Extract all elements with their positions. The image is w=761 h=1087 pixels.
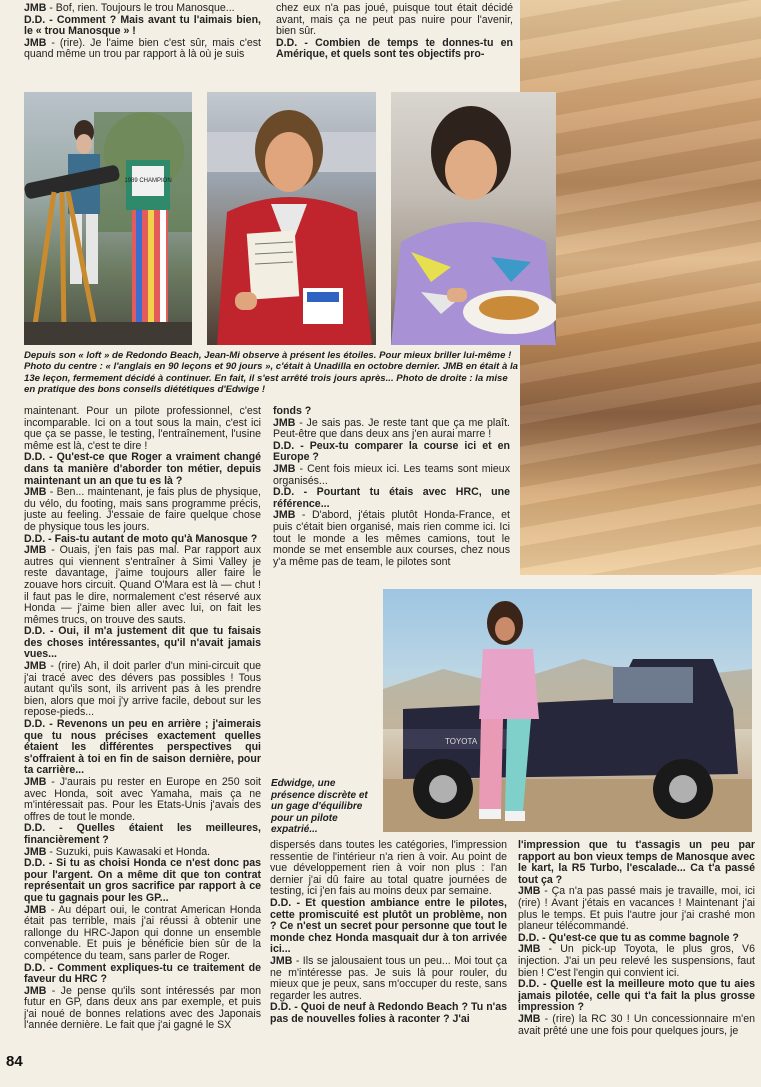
photo-caption: Depuis son « loft » de Redondo Beach, Jean-Mi observe à présent les étoiles. Pour mieux briller lui-même ! Photo du centre : « l'anglais en 90 leçons et 90 jours », c'était à Unadilla en octobre dernier. JMB en était à la 13e leçon, fermement décidé à continuer. En fait, il s'est arrêté trois jours après... Photo de droite : la mise en pratique des bons conseils diététiques d'Edwige ! — [24, 350, 518, 395]
paragraph — [273, 441, 510, 464]
speaker-label: JMB — [518, 1012, 541, 1025]
speaker-label: JMB — [518, 885, 541, 898]
speaker-label: JMB — [273, 509, 296, 522]
answer-text: dispersés dans toutes les catégories, l'impression ressentie de l'intérieur n'a rien à voir. Au point de vue développement rien à voir non plus : l'an dernier j'ai dû faire au total quatre journées de testing, ici j'en fais au moins deux par semaine. — [270, 840, 507, 898]
interviewer-question: D.D. - Revenons un peu en arrière ; j'aimerais que tu nous précises exactement quelles étaient les différentes perspectives qui s'offraient à toi en fin de saison dernière, pour ta carrière... — [24, 718, 261, 777]
paragraph — [518, 840, 755, 886]
paragraph — [24, 823, 261, 846]
paragraph — [276, 38, 513, 61]
paragraph — [270, 956, 507, 1002]
interviewer-question: D.D. - Quoi de neuf à Redondo Beach ? Tu n'as pas de nouvelles folies à raconter ? J'ai — [270, 1001, 507, 1025]
answer-text: - J'aurais pu rester en Europe en 250 soit avec Honda, soit avec Yamaha, mais ça ne m'intéressait pas. Pour les Etats-Unis j'avais des offres de tout le monde. — [24, 776, 261, 823]
photo-pickup-truck — [383, 589, 752, 832]
paragraph — [24, 626, 261, 661]
paragraph — [24, 487, 261, 533]
interviewer-question: D.D. - Quelle est la meilleure moto que tu aies jamais pilotée, celle qui t'a fait la plus grosse impression ? — [518, 978, 755, 1014]
interviewer-question: D.D. - Pourtant tu étais avec HRC, une référence... — [273, 486, 510, 510]
interviewer-question: l'impression que tu t'assagis un peu par rapport au bon vieux temps de Manosque avec le kart, la R5 Turbo, l'escalade... Ca t'a passé tout ça ? — [518, 840, 755, 886]
paragraph — [24, 545, 261, 626]
paragraph — [270, 840, 507, 898]
answer-text: - Au départ oui, le contrat American Honda était pas terrible, mais j'ai réussi à obtenir une rallonge du HRC-Japon qui donne un ensemble convenable. Et puis je bénéficie bien sûr de la compétence du team, sans parler de Roger. — [24, 903, 261, 962]
speaker-label: JMB — [24, 486, 47, 499]
paragraph — [24, 858, 261, 904]
speaker-label: JMB — [518, 943, 541, 956]
paragraph — [24, 661, 261, 719]
answer-text: - Un pick-up Toyota, le plus gros, V6 injection. J'ai un peu relevé les suspensions, faut bien ! C'est l'engin qui convient ici. — [518, 943, 755, 979]
interviewer-question: D.D. - Comment ? Mais avant tu l'aimais bien, le « trou Manosque » ! — [24, 13, 261, 38]
paragraph — [24, 38, 261, 61]
paragraph — [273, 418, 510, 441]
paragraph — [276, 3, 513, 38]
paragraph — [273, 464, 510, 487]
photo-english-lesson — [207, 92, 376, 345]
paragraph — [24, 15, 261, 38]
paragraph — [518, 1014, 755, 1037]
column-3-bottom — [518, 840, 755, 1062]
paragraph — [24, 452, 261, 487]
paragraph — [24, 719, 261, 777]
answer-text: - Cent fois mieux ici. Les teams sont mieux organisés... — [273, 462, 510, 487]
column-2-bottom — [270, 840, 507, 1050]
desert-background-photo — [520, 0, 761, 575]
speaker-label: JMB — [24, 36, 47, 49]
speaker-label: JMB — [24, 544, 47, 557]
speaker-label: JMB — [24, 660, 47, 673]
interviewer-question: D.D. - Comment expliques-tu ce traitement de faveur du HRC ? — [24, 961, 261, 986]
speaker-label: JMB — [273, 462, 296, 475]
answer-text: - Je pense qu'ils sont intéressés par mon futur en GP, dans deux ans par exemple, et puis j'ai noué de bonnes relations avec des Japonais l'année dernière. Le fait que j'ai gagné le SX — [24, 984, 261, 1032]
column-2-top — [276, 3, 513, 89]
paragraph — [24, 406, 261, 452]
paragraph — [518, 979, 755, 1014]
answer-text: - D'abord, j'étais plutôt Honda-France, et puis c'était bien organisé, mais rien comme ici. Ici tout le monde a les mêmes camions, tout le monde se met ensemble aux courses, chez nous y'a même pas de team, le pilotes sont — [273, 509, 510, 568]
photo-telescope — [24, 92, 192, 345]
paragraph — [273, 510, 510, 568]
interviewer-question: D.D. - Quelles étaient les meilleures, financièrement ? — [24, 822, 261, 846]
interviewer-question: D.D. - Si tu as choisi Honda ce n'est donc pas pour l'argent. On a même dit que ton contrat représentait un gros sacrifice par rapport à ce que tu gagnais pour les GP... — [24, 857, 261, 904]
interviewer-question: D.D. - Fais-tu autant de moto qu'à Manosque ? — [24, 532, 258, 545]
paragraph — [24, 905, 261, 963]
paragraph — [24, 986, 261, 1032]
speaker-label: JMB — [270, 954, 293, 967]
interviewer-question: D.D. - Combien de temps te donnes-tu en Amérique, et quels sont tes objectifs pro- — [276, 36, 513, 61]
paragraph — [24, 777, 261, 823]
paragraph — [518, 886, 755, 932]
interviewer-question: D.D. - Qu'est-ce que Roger a vraiment changé dans ta manière d'aborder ton métier, depuis maintenant un an que tu es là ? — [24, 451, 261, 487]
speaker-label: JMB — [24, 776, 47, 788]
column-1-top — [24, 3, 261, 89]
interviewer-question: D.D. - Qu'est-ce que tu as comme bagnole ? — [518, 931, 739, 944]
page-number: 84 — [6, 1053, 23, 1070]
banner-text: 1989 CHAMPION — [124, 178, 172, 184]
answer-text: - (rire). Je l'aime bien c'est sûr, mais c'est quand même un trou par rapport à là où je suis — [24, 36, 261, 61]
speaker-label: JMB — [24, 903, 47, 916]
photo-diet — [391, 92, 556, 345]
answer-text: chez eux n'a pas joué, puisque tout était décidé avant, mais ça ne peut pas nuire pour l'avenir, bien sûr. — [276, 3, 513, 38]
answer-text: - Ils se jalousaient tous un peu... Moi tout ça ne m'intéresse pas. Je suis là pour rouler, du mieux que je peux, sans m'occuper du reste, sans regarder les autres. — [270, 954, 507, 1002]
speaker-label: JMB — [24, 984, 47, 997]
column-1-main — [24, 406, 261, 1050]
interviewer-question: fonds ? — [273, 406, 312, 417]
interviewer-question: D.D. - Et question ambiance entre le pilotes, cette promiscuité est plutôt un problème, non ? Ce n'est un secret pour personne que tout le monde chez Honda masquait dur à ton arrivée ici... — [270, 896, 507, 956]
answer-text: - Ça n'a pas passé mais je travaille, moi, ici (rire) ! Avant j'étais en vacances ! Maintenant j'ai plus le temps. Et puis l'autre jour j'ai crashé mon planeur télécommandé. — [518, 885, 755, 933]
interviewer-question: D.D. - Peux-tu comparer la course ici et en Europe ? — [273, 439, 510, 464]
paragraph — [24, 963, 261, 986]
speaker-label: JMB — [273, 416, 296, 429]
answer-text: - Je sais pas. Je reste tant que ça me plaît. Peut-être que dans deux ans j'en aurai marre ! — [273, 416, 510, 441]
truck-caption: Edwidge, une présence discrète et un gage d'équilibre pour un pilote expatrié... — [271, 778, 368, 836]
column-2-middle — [273, 406, 510, 580]
speaker-label: JMB — [24, 3, 47, 14]
answer-text: maintenant. Pour un pilote professionnel, c'est incomparable. Ici on a tout sous la main, c'est ici que ça se passe, le testing, l'entraînement, l'usine même est là, c'est te dire ! — [24, 406, 261, 452]
paragraph — [270, 1002, 507, 1025]
answer-text: - (rire) Ah, il doit parler d'un mini-circuit que j'ai tracé avec des dévers pas possibles ! Tous autant qu'ils sont, ils arrivent pas à les prendre bien, alors que moi j'y arrive facile, debout sur les repose-pieds... — [24, 660, 261, 719]
answer-text: - Bof, rien. Toujours le trou Manosque... — [46, 3, 235, 14]
answer-text: - Ouais, j'en fais pas mal. Par rapport aux autres qui viennent s'entraîner à Simi Valley je reste davantage, j'aime toujours aller faire le zouave hors circuit. Quand O'Mara est là — chut ! il faut pas le dire, normalement c'est réservé aux Honda — j'aime bien aller avec lui, on fait les mêmes trucs, on trouve des sauts. — [24, 544, 261, 626]
answer-text: - (rire) la RC 30 ! Un concessionnaire m'en avait prêté une une fois pour quelques jours, je — [518, 1012, 755, 1037]
paragraph — [518, 944, 755, 979]
interviewer-question: D.D. - Oui, il m'a justement dit que tu faisais des choses intéressantes, qu'il n'avait jamais vues... — [24, 625, 261, 661]
paragraph — [273, 487, 510, 510]
speaker-label: JMB — [24, 845, 47, 858]
paragraph — [270, 898, 507, 956]
answer-text: - Ben... maintenant, je fais plus de physique, du vélo, du footing, mais sans programme précis, juste au feeling. J'essaie de faire quelque chose de physique tous les jours. — [24, 486, 261, 533]
truck-brand: TOYOTA — [445, 737, 478, 746]
answer-text: - Suzuki, puis Kawasaki et Honda. — [46, 845, 211, 858]
